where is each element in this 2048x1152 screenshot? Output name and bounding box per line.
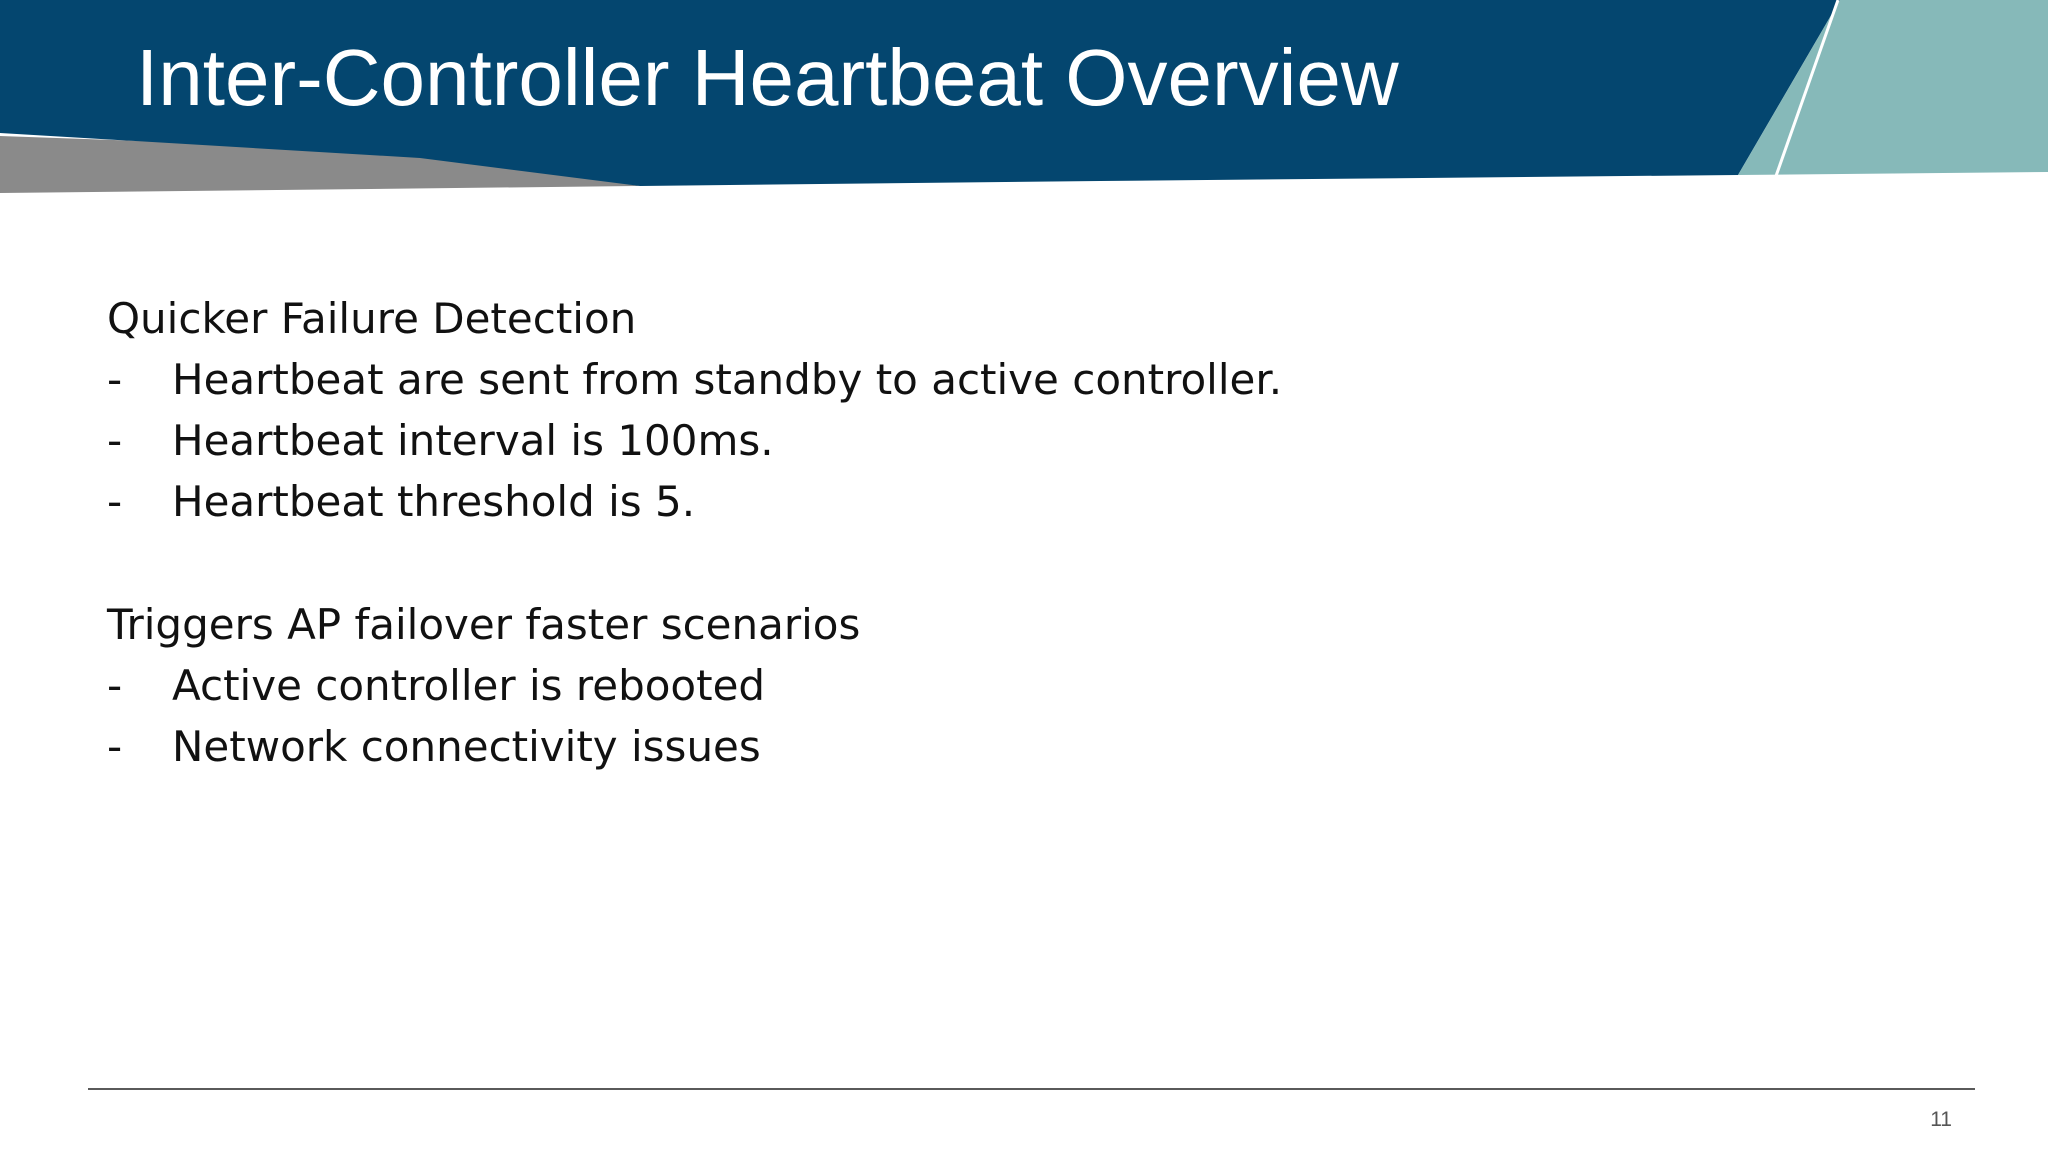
bullet-item xyxy=(107,410,1807,471)
bullet-dash: - xyxy=(107,661,123,710)
bullet-item xyxy=(107,716,1807,777)
bullet-text: Active controller is rebooted xyxy=(172,661,766,710)
bullet-item xyxy=(107,655,1807,716)
bullet-text: Heartbeat threshold is 5. xyxy=(172,477,696,526)
bullet-text: Heartbeat interval is 100ms. xyxy=(172,416,774,465)
section-heading: Quicker Failure Detection xyxy=(107,294,637,343)
section-heading: Triggers AP failover faster scenarios xyxy=(107,600,861,649)
bullet-text: Heartbeat are sent from standby to active controller. xyxy=(172,355,1283,404)
bullet-item xyxy=(107,349,1807,410)
bullet-dash: - xyxy=(107,355,123,404)
page-number: 11 xyxy=(1930,1108,1952,1131)
slide-body xyxy=(107,288,1807,839)
bullet-dash: - xyxy=(107,416,123,465)
bullet-text: Network connectivity issues xyxy=(172,722,761,771)
bullet-dash: - xyxy=(107,477,123,526)
bullet-dash: - xyxy=(107,722,123,771)
slide-title: Inter-Controller Heartbeat Overview xyxy=(136,33,1399,122)
section-failure-detection xyxy=(107,288,1807,532)
footer-divider xyxy=(88,1088,1975,1090)
bullet-item xyxy=(107,471,1807,532)
section-failover-triggers xyxy=(107,594,1807,777)
